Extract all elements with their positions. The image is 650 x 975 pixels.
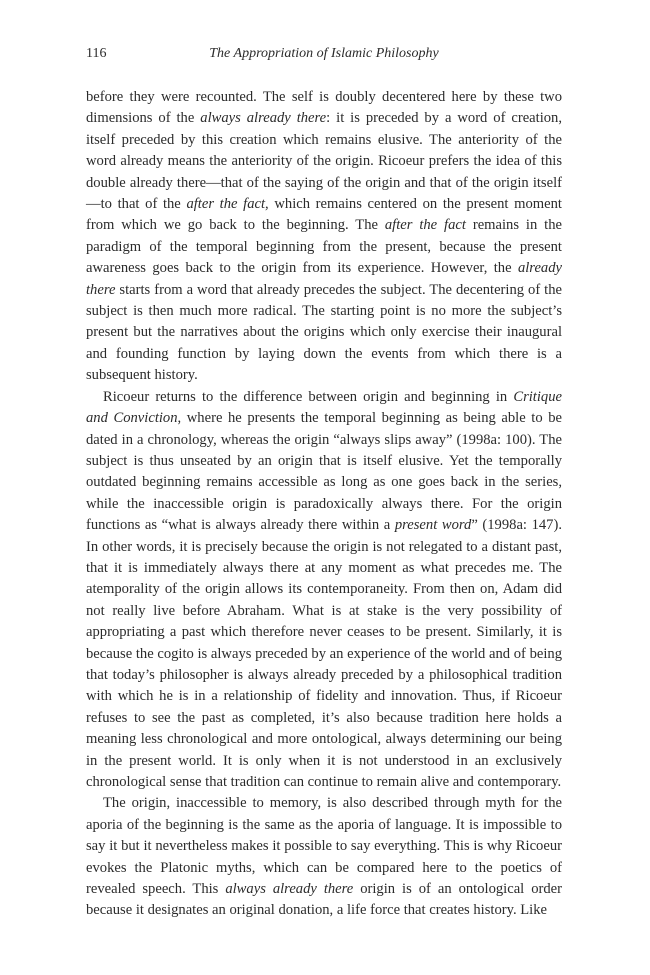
running-head <box>86 44 562 64</box>
italic-phrase: present word <box>394 517 472 534</box>
text-segment: , where he presents the temporal beginning as being able to be dated in a chronology, whereas the origin “always slips away” (1998a: 100). The subject is thus unseated by an origin that is itself elusive. Yet the temporally outdated beginning remains accessible as long as one goes back in the series, while the inaccessible origin is paradoxically always there. For the origin functions as “what is always already there within a <box>86 410 562 534</box>
text-segment: Ricoeur returns to the difference between origin and beginning in <box>103 388 514 405</box>
italic-phrase: Critique and Conviction <box>86 388 562 427</box>
text-segment: ” (1998a: 147). In other words, it is precisely because the origin is not relegated to a distant past, that it is immediately always there at any moment as what precedes me. The atemporality of the origin allows its contemporaneity. From then on, Adam did not really live before Abraham. What is at stake is the very possibility of appropriating a past which therefore never ceases to be present. Similarly, it is because the cogito is always preceded by an experience of the world and of being that today’s philosopher is always already preceded by a philosophical tradition with which he is in a relationship of fidelity and innovation. Thus, if Ricoeur refuses to see the past as completed, it’s also because tradition here holds a meaning less chronological and more ontological, always determining our being in the present world. It is only when it is not understood in an exclusively chronological sense that tradition can continue to remain alive and contemporary. <box>86 517 562 790</box>
paragraph-1 <box>86 87 562 387</box>
italic-phrase: always already there <box>200 110 327 127</box>
text-segment: origin is of an ontological order because it designates an original donation, a life force that creates history. Like <box>86 881 562 919</box>
paragraph-2 <box>86 387 562 794</box>
page-number: 116 <box>86 46 107 61</box>
italic-phrase: always already there <box>225 881 354 898</box>
italic-phrase: after the fact <box>384 217 466 234</box>
text-segment: before they were recounted. The self is doubly decentered here by these two dimensions of the <box>86 89 562 127</box>
text-segment: , which remains centered on the present moment from which we go back to the beginning. The <box>86 196 562 234</box>
italic-phrase: already there <box>86 260 562 298</box>
paragraph-3 <box>86 793 562 921</box>
running-title: The Appropriation of Islamic Philosophy <box>209 46 439 61</box>
italic-phrase: after the fact <box>186 196 266 213</box>
body-text <box>86 87 562 922</box>
text-segment: : it is preceded by a word of creation, itself preceded by this creation which remains elusive. The anteriority of the word already means the anteriority of the origin. Ricoeur prefers the idea of this double already there—that of the saying of the origin and that of the origin itself—to that of the <box>86 110 563 213</box>
text-segment: remains in the paradigm of the temporal beginning from the present, because the present awareness goes back to the origin from its experience. However, the <box>86 217 562 277</box>
text-segment: starts from a word that already precedes the subject. The decentering of the subject is then much more radical. The starting point is no more the subject’s present but the narratives about the origins which only exercise their inaugural and founding function by laying down the events from which there is a subsequent history. <box>86 281 562 384</box>
text-segment: The origin, inaccessible to memory, is also described through myth for the aporia of the beginning is the same as the aporia of language. It is impossible to say it but it nevertheless makes it possible to say everything. This is why Ricoeur evokes the Platonic myths, which can be compared here to the poetics of revealed speech. This <box>86 795 562 898</box>
